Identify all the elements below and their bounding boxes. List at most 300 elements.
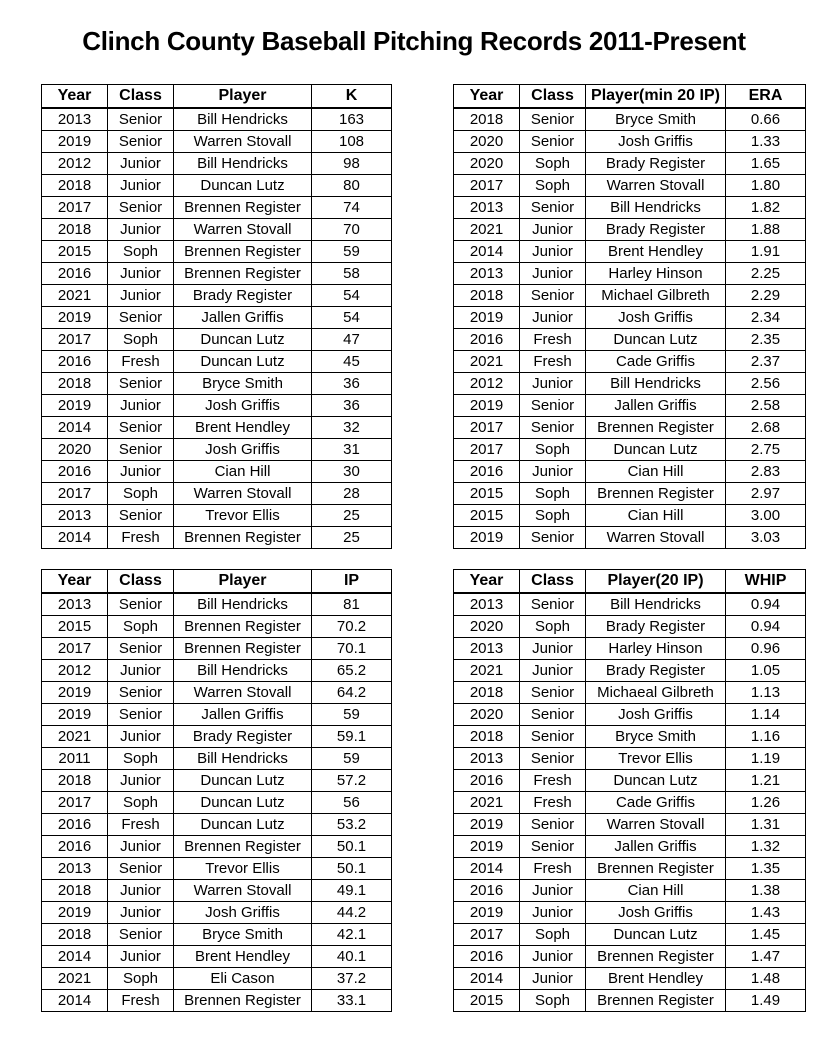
table-cell: Trevor Ellis [174, 858, 312, 880]
table-cell: Senior [108, 108, 174, 131]
table-cell: Fresh [520, 858, 586, 880]
table-cell: Junior [108, 263, 174, 285]
era-table [453, 84, 806, 549]
table-cell: Brady Register [174, 726, 312, 748]
table-cell: 2017 [42, 792, 108, 814]
table-row [42, 307, 392, 329]
table-cell: Junior [520, 880, 586, 902]
table-cell: Fresh [520, 329, 586, 351]
table-cell: 36 [312, 395, 392, 417]
table-cell: Brady Register [174, 285, 312, 307]
table-cell: 2012 [42, 660, 108, 682]
column-header: Year [454, 570, 520, 594]
table-cell: 2017 [42, 638, 108, 660]
table-cell: Junior [108, 395, 174, 417]
table-cell: 53.2 [312, 814, 392, 836]
table-row [42, 880, 392, 902]
column-header: Class [108, 570, 174, 594]
table-cell: Brennen Register [586, 990, 726, 1012]
table-cell: Junior [108, 285, 174, 307]
table-cell: 1.43 [726, 902, 806, 924]
table-cell: 2014 [42, 946, 108, 968]
table-cell: 1.47 [726, 946, 806, 968]
column-header: Player [174, 85, 312, 109]
table-cell: 108 [312, 131, 392, 153]
table-cell: 28 [312, 483, 392, 505]
table-cell: 44.2 [312, 902, 392, 924]
table-cell: Soph [520, 175, 586, 197]
table-cell: 1.35 [726, 858, 806, 880]
table-cell: 2021 [454, 351, 520, 373]
table-row [42, 241, 392, 263]
table-cell: Senior [520, 197, 586, 219]
table-cell: Junior [108, 770, 174, 792]
table-cell: 2013 [42, 858, 108, 880]
table-cell: Soph [520, 439, 586, 461]
table-cell: 2017 [42, 483, 108, 505]
table-cell: 2019 [42, 704, 108, 726]
table-row [42, 704, 392, 726]
table-cell: Cian Hill [174, 461, 312, 483]
table-cell: 2017 [454, 924, 520, 946]
table-cell: 1.33 [726, 131, 806, 153]
table-row [42, 682, 392, 704]
table-cell: Junior [108, 946, 174, 968]
table-cell: 2015 [42, 241, 108, 263]
table-row [454, 373, 806, 395]
table-cell: 2.35 [726, 329, 806, 351]
table-row [454, 527, 806, 549]
table-row [454, 219, 806, 241]
table-cell: Duncan Lutz [586, 439, 726, 461]
table-cell: 2014 [454, 968, 520, 990]
table-cell: 50.1 [312, 858, 392, 880]
table-cell: Warren Stovall [174, 131, 312, 153]
table-cell: Senior [520, 726, 586, 748]
table-row [454, 461, 806, 483]
table-cell: 2014 [454, 241, 520, 263]
table-row [454, 748, 806, 770]
table-cell: Josh Griffis [586, 704, 726, 726]
table-cell: Senior [520, 704, 586, 726]
table-cell: 1.48 [726, 968, 806, 990]
table-row [42, 660, 392, 682]
table-cell: Junior [108, 461, 174, 483]
table-row [42, 395, 392, 417]
table-cell: Josh Griffis [586, 307, 726, 329]
table-cell: Jallen Griffis [174, 307, 312, 329]
table-cell: Jallen Griffis [586, 836, 726, 858]
whip-table [453, 569, 806, 1012]
table-cell: Trevor Ellis [174, 505, 312, 527]
table-cell: 2.34 [726, 307, 806, 329]
table-cell: Senior [520, 417, 586, 439]
table-cell: 3.00 [726, 505, 806, 527]
table-cell: Junior [520, 660, 586, 682]
table-cell: 2.25 [726, 263, 806, 285]
table-cell: 2018 [42, 880, 108, 902]
table-cell: Senior [520, 593, 586, 616]
table-row [454, 593, 806, 616]
table-row [454, 108, 806, 131]
table-cell: Senior [108, 858, 174, 880]
table-cell: Senior [108, 197, 174, 219]
table-cell: 65.2 [312, 660, 392, 682]
table-cell: Cian Hill [586, 461, 726, 483]
table-cell: Brennen Register [174, 527, 312, 549]
table-cell: 1.49 [726, 990, 806, 1012]
table-cell: 2014 [42, 527, 108, 549]
table-row [454, 439, 806, 461]
table-cell: Brennen Register [174, 638, 312, 660]
table-cell: Junior [520, 902, 586, 924]
table-cell: 2016 [454, 329, 520, 351]
table-row [454, 704, 806, 726]
table-cell: 2016 [454, 770, 520, 792]
table-cell: 2017 [454, 175, 520, 197]
table-cell: Junior [108, 880, 174, 902]
table-cell: Soph [520, 505, 586, 527]
table-cell: Junior [520, 373, 586, 395]
table-cell: 2018 [454, 108, 520, 131]
table-cell: 2019 [42, 131, 108, 153]
table-cell: Senior [520, 682, 586, 704]
table-header-row [454, 85, 806, 109]
table-cell: Bill Hendricks [174, 153, 312, 175]
table-row [42, 836, 392, 858]
table-cell: 2019 [42, 682, 108, 704]
table-cell: Brennen Register [586, 483, 726, 505]
table-cell: 1.80 [726, 175, 806, 197]
table-cell: 2018 [42, 219, 108, 241]
table-cell: 2019 [42, 395, 108, 417]
table-cell: Junior [520, 241, 586, 263]
table-cell: Soph [108, 616, 174, 638]
table-cell: Bill Hendricks [174, 593, 312, 616]
table-cell: 2020 [42, 439, 108, 461]
column-header: Player(20 IP) [586, 570, 726, 594]
table-cell: Senior [520, 748, 586, 770]
table-cell: Bill Hendricks [586, 593, 726, 616]
table-cell: 2.37 [726, 351, 806, 373]
table-cell: 2018 [454, 682, 520, 704]
table-cell: Brennen Register [174, 836, 312, 858]
table-cell: 2014 [42, 417, 108, 439]
column-header: Player [174, 570, 312, 594]
table-cell: Duncan Lutz [174, 351, 312, 373]
table-row [454, 153, 806, 175]
table-cell: Soph [520, 616, 586, 638]
table-cell: Warren Stovall [174, 682, 312, 704]
table-row [454, 990, 806, 1012]
table-cell: Senior [108, 417, 174, 439]
table-row [454, 505, 806, 527]
table-cell: Junior [108, 726, 174, 748]
table-cell: Junior [108, 175, 174, 197]
table-row [454, 880, 806, 902]
table-cell: 2021 [42, 285, 108, 307]
table-cell: 2018 [454, 285, 520, 307]
table-cell: 59 [312, 704, 392, 726]
table-cell: Fresh [520, 792, 586, 814]
table-cell: Josh Griffis [174, 439, 312, 461]
table-row [42, 770, 392, 792]
table-cell: 2019 [42, 902, 108, 924]
table-row [42, 439, 392, 461]
table-cell: 2018 [42, 770, 108, 792]
table-row [42, 131, 392, 153]
table-cell: Junior [108, 153, 174, 175]
table-cell: Bryce Smith [586, 726, 726, 748]
table-cell: 2021 [42, 726, 108, 748]
table-header-row [42, 570, 392, 594]
table-cell: Senior [108, 373, 174, 395]
table-row [454, 946, 806, 968]
table-cell: 0.96 [726, 638, 806, 660]
table-row [42, 417, 392, 439]
table-cell: Brent Hendley [586, 241, 726, 263]
table-cell: 2.75 [726, 439, 806, 461]
column-header: Class [520, 85, 586, 109]
table-cell: 47 [312, 329, 392, 351]
table-cell: 64.2 [312, 682, 392, 704]
table-cell: 54 [312, 285, 392, 307]
table-cell: Brennen Register [586, 858, 726, 880]
table-cell: Warren Stovall [174, 880, 312, 902]
table-cell: Soph [108, 748, 174, 770]
table-row [42, 792, 392, 814]
table-row [42, 373, 392, 395]
table-cell: 45 [312, 351, 392, 373]
table-cell: 1.91 [726, 241, 806, 263]
table-cell: 2021 [42, 968, 108, 990]
table-cell: Cian Hill [586, 505, 726, 527]
table-cell: Josh Griffis [586, 131, 726, 153]
table-row [42, 527, 392, 549]
table-cell: 2018 [42, 373, 108, 395]
table-row [42, 351, 392, 373]
table-row [454, 858, 806, 880]
table-row [454, 263, 806, 285]
table-cell: 33.1 [312, 990, 392, 1012]
table-cell: Fresh [108, 527, 174, 549]
table-cell: Senior [108, 505, 174, 527]
table-cell: 98 [312, 153, 392, 175]
table-cell: 2017 [454, 417, 520, 439]
table-cell: 2016 [42, 461, 108, 483]
table-cell: Duncan Lutz [586, 329, 726, 351]
table-cell: Warren Stovall [586, 527, 726, 549]
table-cell: Junior [108, 902, 174, 924]
table-cell: 2017 [454, 439, 520, 461]
table-row [454, 726, 806, 748]
table-cell: Senior [520, 285, 586, 307]
column-header: Class [108, 85, 174, 109]
table-cell: 40.1 [312, 946, 392, 968]
table-cell: 2019 [454, 307, 520, 329]
table-cell: Duncan Lutz [174, 792, 312, 814]
column-header: Year [42, 85, 108, 109]
table-cell: Jallen Griffis [586, 395, 726, 417]
table-cell: 2020 [454, 153, 520, 175]
table-cell: 2019 [42, 307, 108, 329]
table-cell: Brent Hendley [174, 946, 312, 968]
table-row [42, 968, 392, 990]
table-cell: Warren Stovall [174, 483, 312, 505]
table-cell: Brennen Register [174, 241, 312, 263]
table-cell: 2015 [454, 990, 520, 1012]
table-cell: 2013 [454, 593, 520, 616]
table-cell: Fresh [520, 351, 586, 373]
table-cell: Soph [108, 968, 174, 990]
table-cell: 1.88 [726, 219, 806, 241]
table-row [454, 770, 806, 792]
table-cell: 0.94 [726, 593, 806, 616]
table-cell: 49.1 [312, 880, 392, 902]
table-cell: 2019 [454, 902, 520, 924]
table-cell: Junior [520, 946, 586, 968]
table-row [42, 990, 392, 1012]
table-row [42, 483, 392, 505]
table-row [42, 946, 392, 968]
table-row [454, 638, 806, 660]
table-row [454, 616, 806, 638]
table-cell: Junior [520, 219, 586, 241]
table-cell: 2021 [454, 792, 520, 814]
table-cell: 74 [312, 197, 392, 219]
table-cell: Duncan Lutz [586, 924, 726, 946]
table-cell: 2.56 [726, 373, 806, 395]
strikeouts-table [41, 84, 392, 549]
table-cell: Senior [108, 439, 174, 461]
table-cell: Cade Griffis [586, 351, 726, 373]
table-row [42, 924, 392, 946]
table-cell: Junior [520, 638, 586, 660]
table-cell: 37.2 [312, 968, 392, 990]
table-cell: 1.82 [726, 197, 806, 219]
table-cell: Bill Hendricks [174, 660, 312, 682]
table-cell: 2020 [454, 704, 520, 726]
table-cell: 1.26 [726, 792, 806, 814]
table-cell: Brennen Register [174, 616, 312, 638]
table-cell: Bryce Smith [586, 108, 726, 131]
table-cell: 1.19 [726, 748, 806, 770]
table-cell: Fresh [520, 770, 586, 792]
table-cell: Senior [108, 593, 174, 616]
table-cell: 1.65 [726, 153, 806, 175]
table-row [42, 197, 392, 219]
table-cell: Bryce Smith [174, 924, 312, 946]
table-cell: Soph [520, 153, 586, 175]
table-cell: 2.58 [726, 395, 806, 417]
table-cell: Brady Register [586, 153, 726, 175]
table-cell: Bryce Smith [174, 373, 312, 395]
table-cell: Brady Register [586, 660, 726, 682]
table-cell: 2015 [454, 505, 520, 527]
table-cell: Senior [108, 682, 174, 704]
column-header: WHIP [726, 570, 806, 594]
table-cell: 2012 [454, 373, 520, 395]
table-cell: Soph [520, 483, 586, 505]
table-cell: Fresh [108, 351, 174, 373]
table-cell: Soph [520, 990, 586, 1012]
table-cell: Junior [108, 219, 174, 241]
table-cell: Michael Gilbreth [586, 285, 726, 307]
table-cell: 2013 [454, 197, 520, 219]
table-cell: Brady Register [586, 616, 726, 638]
table-cell: Warren Stovall [586, 175, 726, 197]
table-cell: Senior [108, 131, 174, 153]
table-cell: Fresh [108, 990, 174, 1012]
table-cell: Soph [520, 924, 586, 946]
table-row [454, 968, 806, 990]
table-row [42, 748, 392, 770]
page-title: Clinch County Baseball Pitching Records 2011-Present [82, 26, 746, 56]
table-header-row [42, 85, 392, 109]
table-cell: Senior [108, 704, 174, 726]
table-cell: 2020 [454, 616, 520, 638]
table-cell: 3.03 [726, 527, 806, 549]
table-cell: 2017 [42, 197, 108, 219]
table-cell: Brennen Register [174, 197, 312, 219]
table-cell: Soph [108, 483, 174, 505]
table-cell: 2016 [454, 946, 520, 968]
table-row [454, 131, 806, 153]
column-header: Class [520, 570, 586, 594]
table-row [42, 858, 392, 880]
table-cell: 25 [312, 527, 392, 549]
column-header: Year [42, 570, 108, 594]
table-row [42, 814, 392, 836]
table-cell: Duncan Lutz [174, 329, 312, 351]
table-cell: 81 [312, 593, 392, 616]
table-cell: Senior [520, 527, 586, 549]
table-row [42, 593, 392, 616]
table-row [42, 329, 392, 351]
table-cell: 70.1 [312, 638, 392, 660]
table-row [454, 924, 806, 946]
table-cell: Harley Hinson [586, 263, 726, 285]
table-cell: Soph [108, 329, 174, 351]
table-cell: Duncan Lutz [174, 814, 312, 836]
table-cell: 50.1 [312, 836, 392, 858]
table-cell: 163 [312, 108, 392, 131]
table-cell: 0.94 [726, 616, 806, 638]
table-row [42, 153, 392, 175]
table-cell: 1.31 [726, 814, 806, 836]
table-row [42, 219, 392, 241]
table-cell: 30 [312, 461, 392, 483]
table-cell: 2013 [42, 505, 108, 527]
table-cell: 2020 [454, 131, 520, 153]
table-cell: 57.2 [312, 770, 392, 792]
table-cell: 2014 [42, 990, 108, 1012]
table-cell: Junior [520, 968, 586, 990]
table-cell: 1.21 [726, 770, 806, 792]
table-cell: Soph [108, 241, 174, 263]
table-row [42, 616, 392, 638]
table-cell: 58 [312, 263, 392, 285]
table-cell: 2013 [454, 748, 520, 770]
table-row [454, 307, 806, 329]
table-row [454, 175, 806, 197]
table-row [454, 417, 806, 439]
table-cell: Junior [108, 660, 174, 682]
table-cell: 2013 [42, 108, 108, 131]
table-cell: 2013 [42, 593, 108, 616]
table-row [454, 792, 806, 814]
table-row [42, 263, 392, 285]
